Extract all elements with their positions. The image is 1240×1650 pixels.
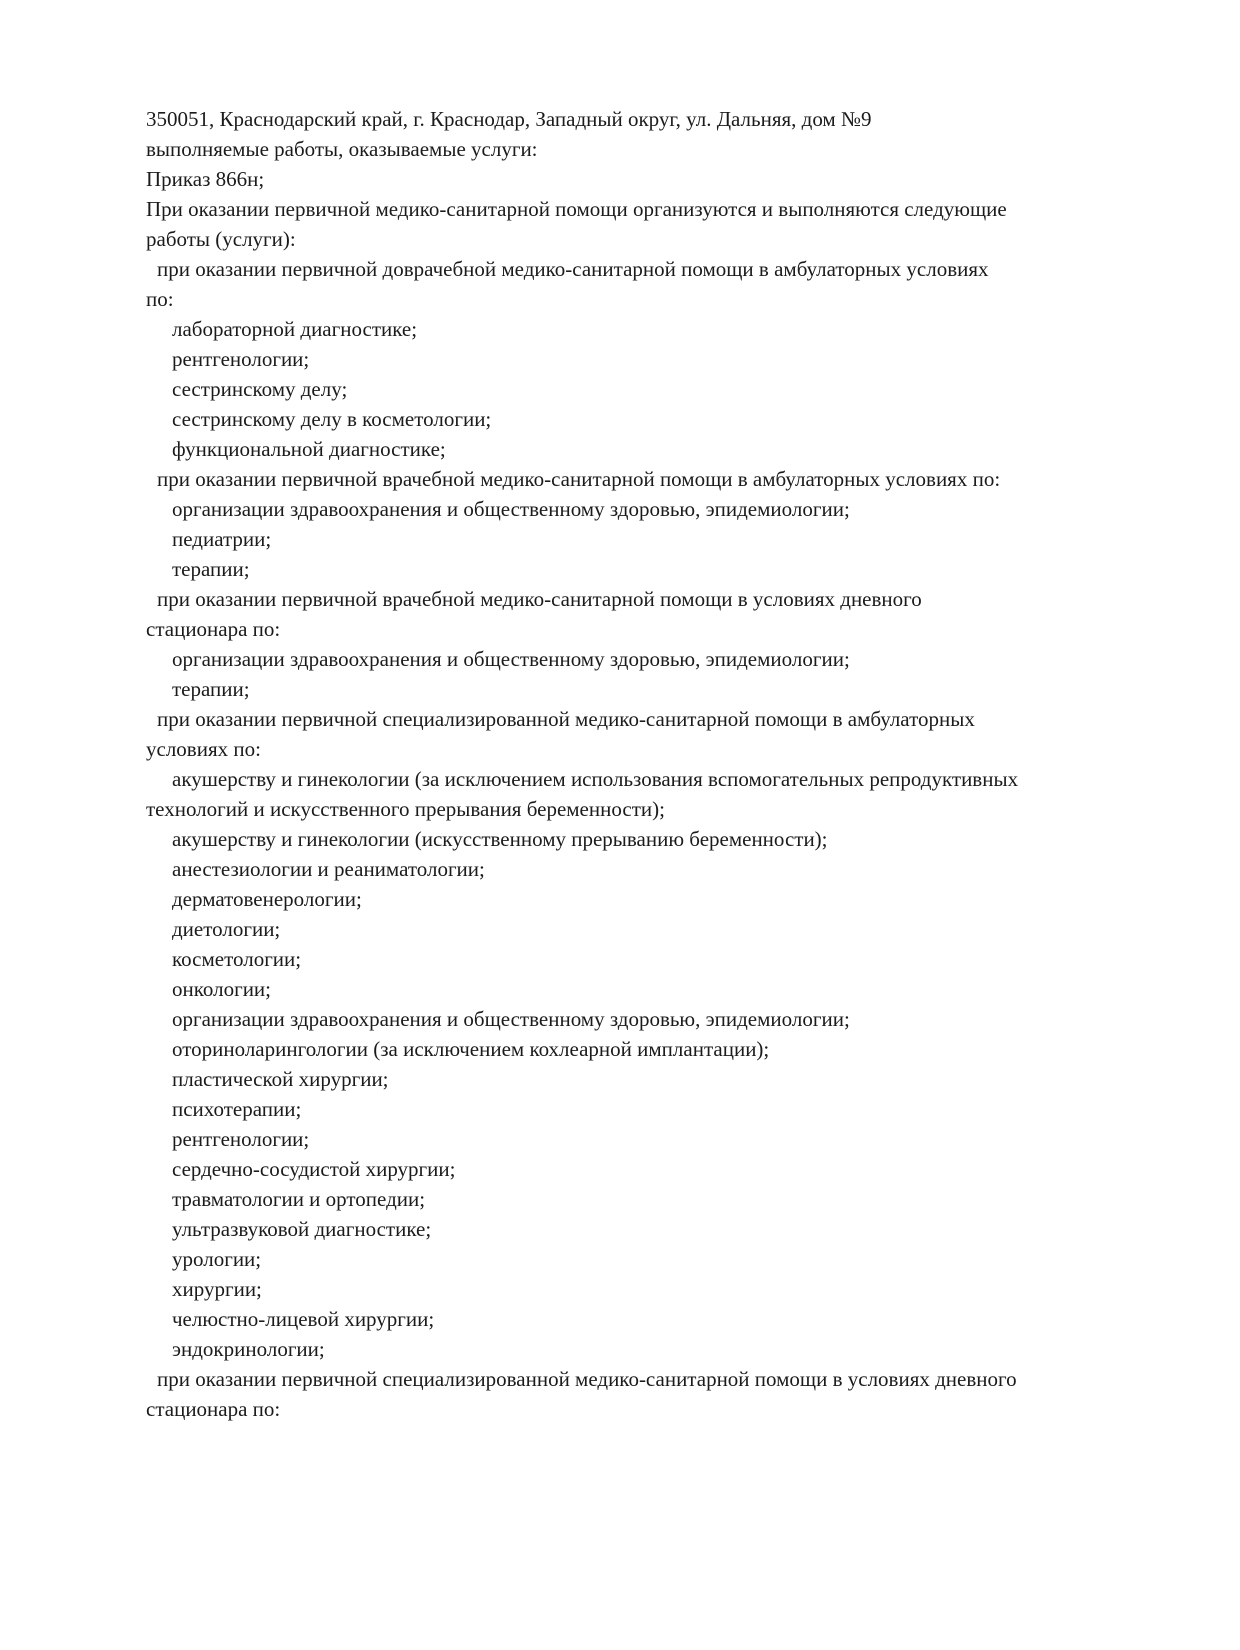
document-line: При оказании первичной медико-санитарной помощи организуются и выполняются следующие: [146, 197, 1007, 221]
document-line: терапии;: [172, 677, 250, 701]
document-line: Приказ 866н;: [146, 167, 265, 191]
document-line: организации здравоохранения и общественному здоровью, эпидемиологии;: [172, 1007, 850, 1031]
document-line: сестринскому делу в косметологии;: [172, 407, 492, 431]
document-line: психотерапии;: [172, 1097, 302, 1121]
document-line: технологий и искусственного прерывания беременности);: [146, 797, 665, 821]
document-line: педиатрии;: [172, 527, 272, 551]
document-line: при оказании первичной доврачебной медико-санитарной помощи в амбулаторных условиях: [157, 257, 989, 281]
document-line: хирургии;: [172, 1277, 262, 1301]
document-line: оториноларингологии (за исключением кохлеарной имплантации);: [172, 1037, 770, 1061]
document-line: при оказании первичной специализированной медико-санитарной помощи в условиях дневного: [157, 1367, 1017, 1391]
document-line: функциональной диагностике;: [172, 437, 446, 461]
document-line: стационара по:: [146, 617, 281, 641]
document-text: [146, 104, 1216, 1424]
document-line: организации здравоохранения и общественному здоровью, эпидемиологии;: [172, 497, 850, 521]
document-line: сердечно-сосудистой хирургии;: [172, 1157, 456, 1181]
document-line: акушерству и гинекологии (искусственному прерыванию беременности);: [172, 827, 828, 851]
document-line: при оказании первичной специализированной медико-санитарной помощи в амбулаторных: [157, 707, 975, 731]
document-line: ультразвуковой диагностике;: [172, 1217, 432, 1241]
document-line: выполняемые работы, оказываемые услуги:: [146, 137, 538, 161]
document-line: акушерству и гинекологии (за исключением использования вспомогательных репродуктивных: [172, 767, 1019, 791]
document-line: онкологии;: [172, 977, 272, 1001]
document-line: по:: [146, 287, 174, 311]
document-line: челюстно-лицевой хирургии;: [172, 1307, 435, 1331]
document-line: косметологии;: [172, 947, 302, 971]
document-line: эндокринологии;: [172, 1337, 325, 1361]
document-line: при оказании первичной врачебной медико-санитарной помощи в условиях дневного: [157, 587, 922, 611]
document-line: рентгенологии;: [172, 1127, 310, 1151]
document-line: пластической хирургии;: [172, 1067, 389, 1091]
document-line: диетологии;: [172, 917, 281, 941]
document-line: анестезиологии и реаниматологии;: [172, 857, 485, 881]
document-line: дерматовенерологии;: [172, 887, 362, 911]
document-line: 350051, Краснодарский край, г. Краснодар, Западный округ, ул. Дальняя, дом №9: [146, 107, 872, 131]
document-line: рентгенологии;: [172, 347, 310, 371]
document-line: организации здравоохранения и общественному здоровью, эпидемиологии;: [172, 647, 850, 671]
document-line: при оказании первичной врачебной медико-санитарной помощи в амбулаторных условиях по:: [157, 467, 1001, 491]
document-line: лабораторной диагностике;: [172, 317, 418, 341]
document-line: урологии;: [172, 1247, 262, 1271]
document-line: условиях по:: [146, 737, 261, 761]
document-line: стационара по:: [146, 1397, 281, 1421]
document-line: терапии;: [172, 557, 250, 581]
document-line: работы (услуги):: [146, 227, 296, 251]
document-line: травматологии и ортопедии;: [172, 1187, 426, 1211]
document-line: сестринскому делу;: [172, 377, 348, 401]
